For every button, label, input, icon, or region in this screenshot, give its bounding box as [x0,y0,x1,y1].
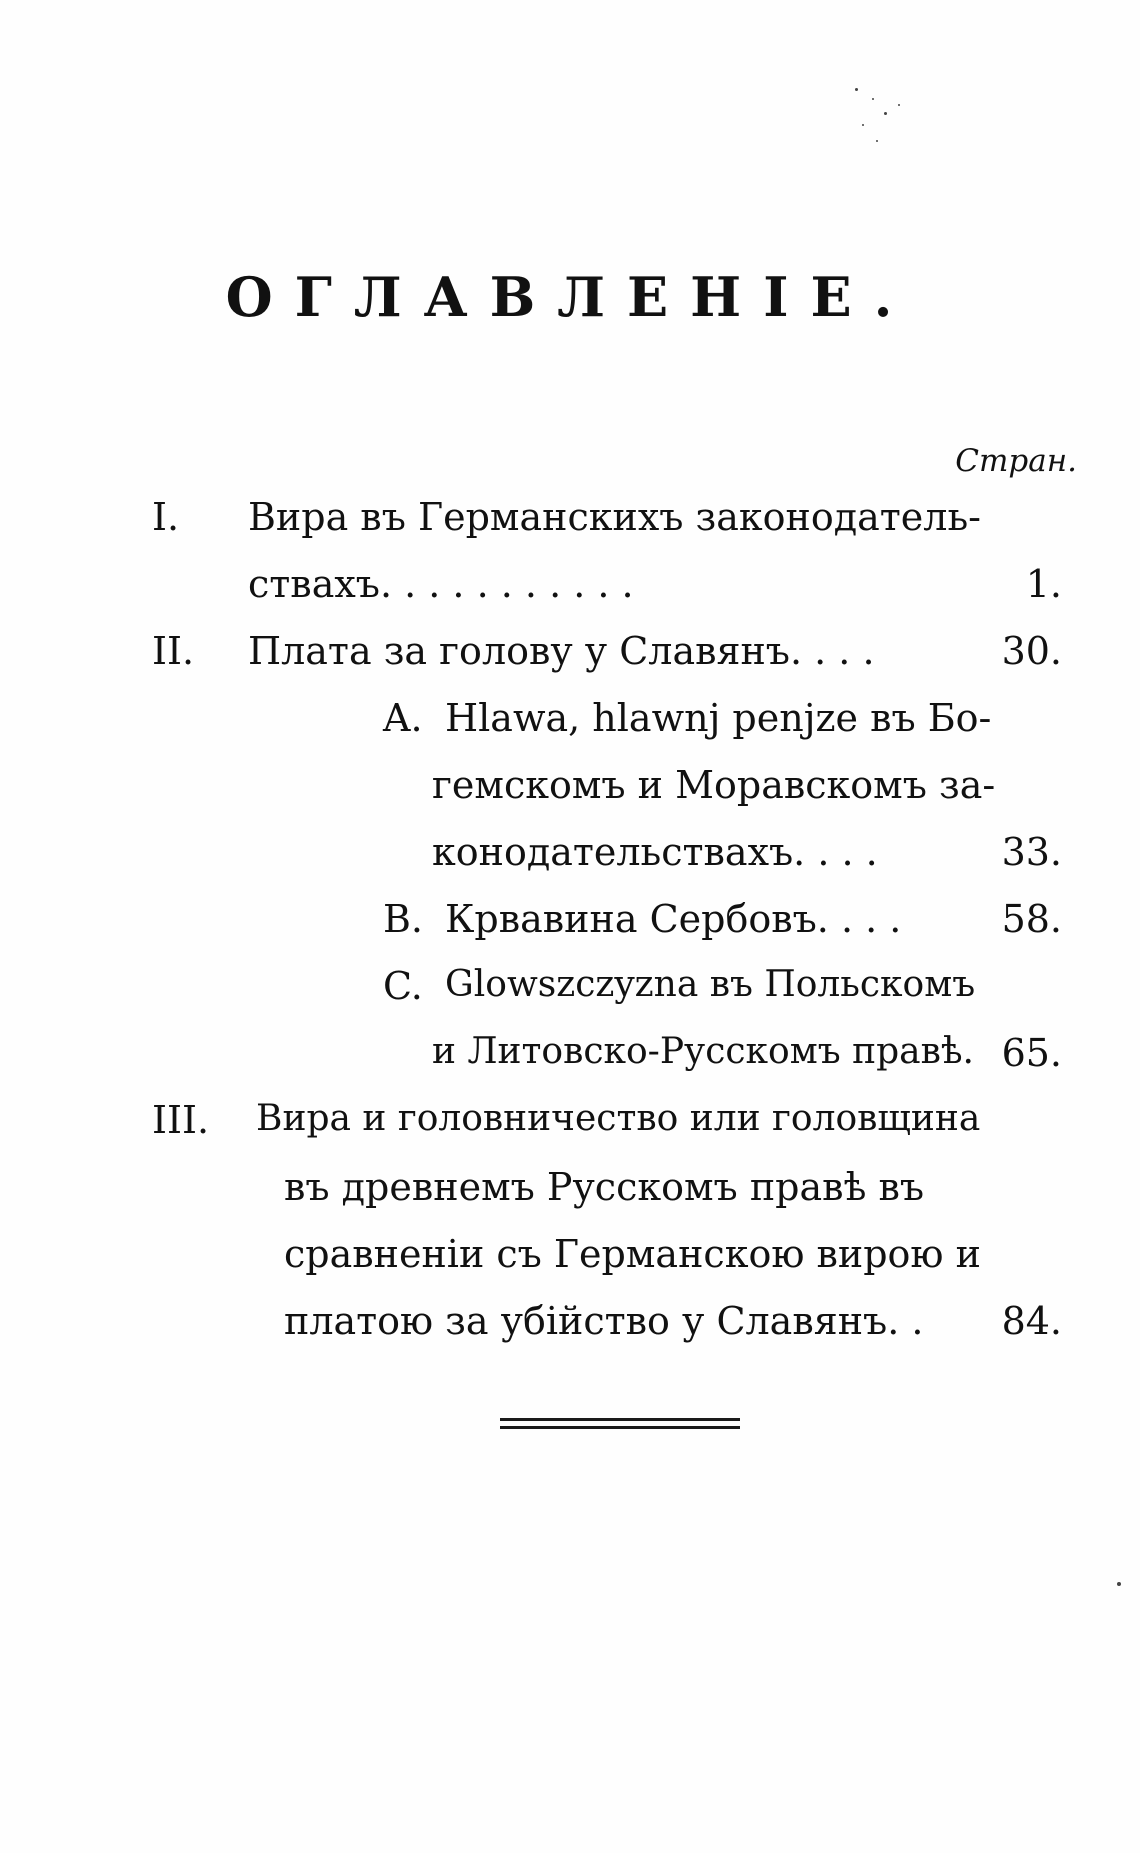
entry-title-line: Glowszczyzna въ Польскомъ [445,964,976,1005]
entry-page-number: 33. [1001,830,1062,874]
print-speck [898,104,900,106]
entry-title-line: Вира въ Германскихъ законодатель- [248,495,981,539]
entry-page-number: 58. [1001,897,1062,941]
print-speck [855,88,858,91]
entry-number: I. [152,495,180,539]
pages-column-label: Стран. [955,443,1077,479]
print-speck [862,124,864,126]
entry-title-line: Крвавина Сербовъ. . . . [445,897,902,941]
print-speck [872,98,874,100]
entry-title-line: сравненіи съ Германскою вирою и [284,1232,981,1276]
entry-title-line: платою за убійство у Славянъ. . [284,1299,924,1343]
entry-title-line: и Литовско-Русскомъ правѣ. [432,1031,975,1072]
page-title: ОГЛАВЛЕНІЕ. [225,265,915,329]
entry-title-line: Hlawa, hlawnj penjze въ Бо- [445,696,992,740]
print-speck [884,112,887,115]
entry-title-line: Вира и головничество или головщина [256,1098,981,1139]
entry-title-line: конодательствахъ. . . . [432,830,878,874]
entry-page-number: 30. [1001,629,1062,673]
entry-title-line: Плата за голову у Славянъ. . . . [248,629,875,673]
entry-page-number: 84. [1001,1299,1062,1343]
entry-page-number: 1. [1025,562,1062,606]
closing-rule-bottom [500,1426,740,1429]
entry-title-line: ствахъ. . . . . . . . . . . [248,562,634,606]
print-speck [876,140,878,142]
entry-number: A. [383,696,423,740]
closing-rule-top [500,1418,740,1421]
entry-number: B. [383,897,424,941]
entry-number: II. [152,629,195,673]
print-speck [1117,1582,1121,1586]
entry-number: C. [383,964,423,1008]
entry-title-line: гемскомъ и Моравскомъ за- [432,763,996,807]
entry-title-line: въ древнемъ Русскомъ правѣ въ [284,1165,925,1209]
entry-number: III. [152,1098,210,1142]
entry-page-number: 65. [1001,1031,1062,1075]
